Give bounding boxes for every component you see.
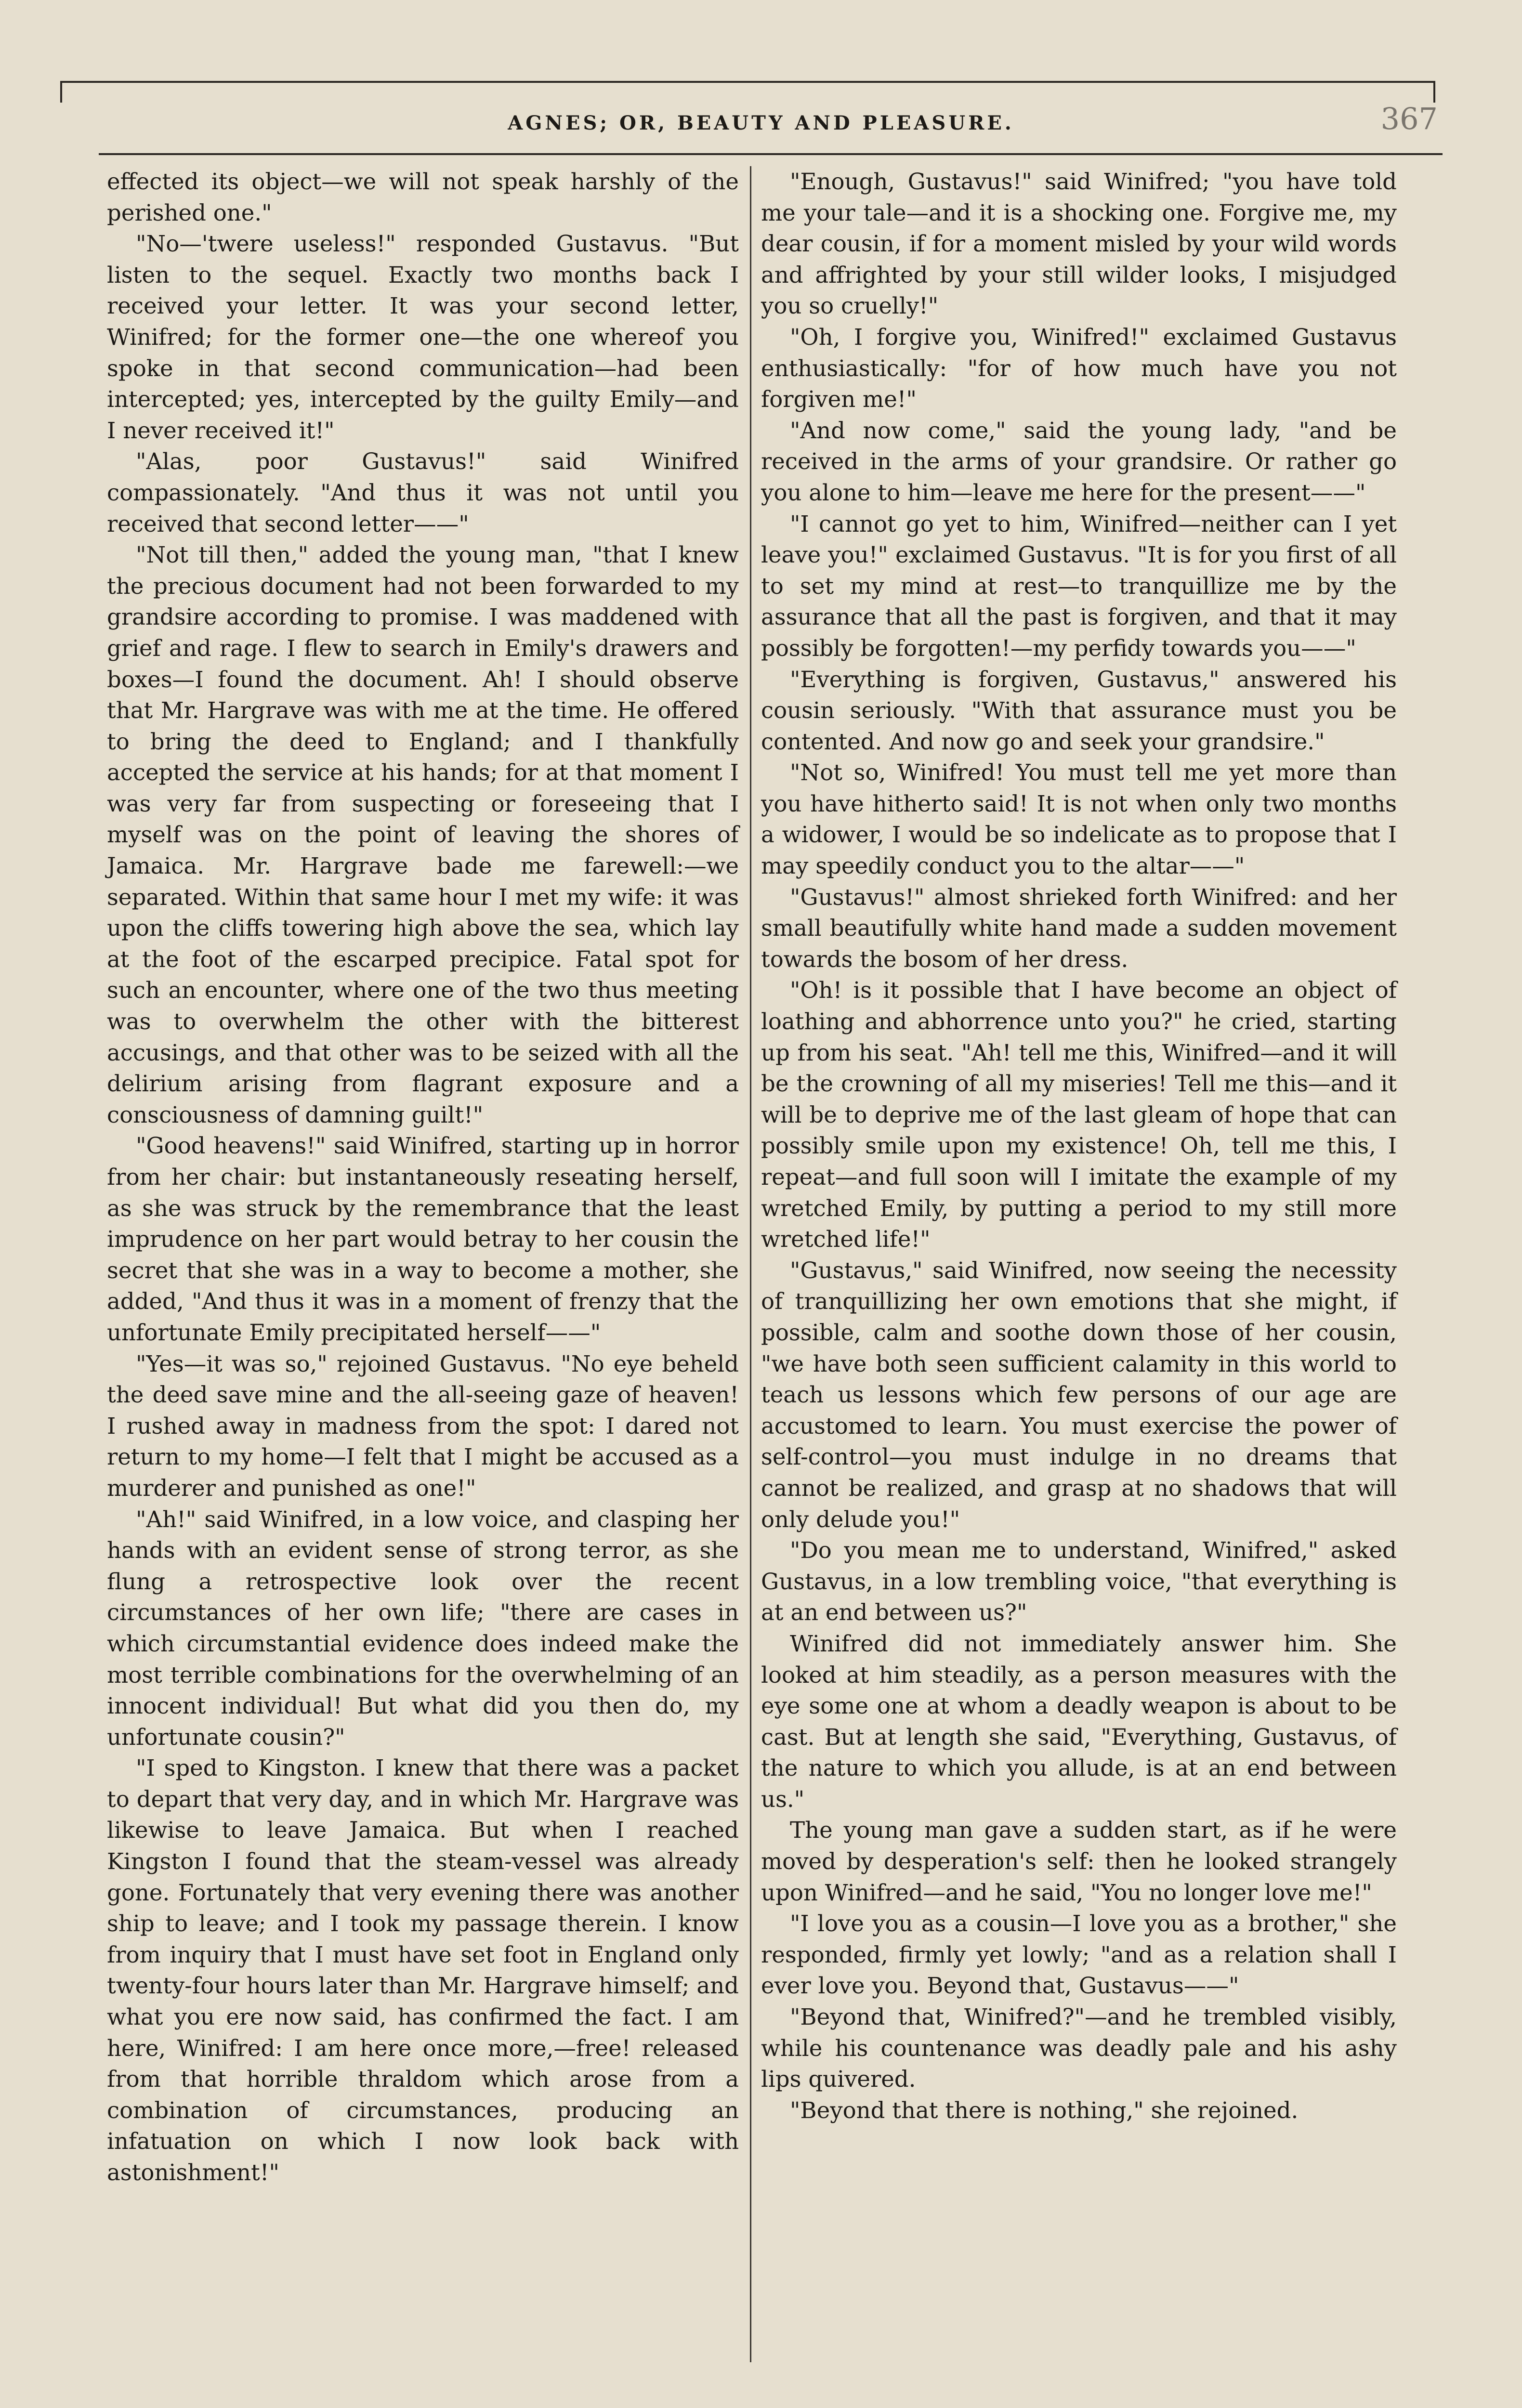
top-rule <box>60 81 1435 83</box>
paragraph: "Enough, Gustavus!" said Winifred; "you have told me your tale—and it is a shocking one. Forgive me, my dear cousin, if for a moment misled by your wild words and affrighted by your still wilder looks, I misjudged you so cruelly!" <box>761 169 1397 319</box>
paragraph: "No—'twere useless!" responded Gustavus. "But listen to the sequel. Exactly two months back I received your letter. It was your second letter, Winifred; for the former one—the one whereof you spoke in that second communication—had been intercepted; yes, intercepted by the guilty Emily—and I never received it!" <box>107 231 739 444</box>
left-column <box>107 166 739 2356</box>
paragraph: "I cannot go yet to him, Winifred—neither can I yet leave you!" exclaimed Gustavus. "It is for you first of all to set my mind at rest—to tranquillize me by the assurance that all the past is forgiven, and that it may possibly be forgotten!—my perfidy towards you——" <box>761 510 1397 661</box>
paragraph: "Do you mean me to understand, Winifred," asked Gustavus, in a low trembling voice, "that everything is at an end between us?" <box>761 1537 1397 1626</box>
paragraph: effected its object—we will not speak harshly of the perished one." <box>107 169 739 226</box>
paragraph: Winifred did not immediately answer him. She looked at him steadily, as a person measures with the eye some one at whom a deadly weapon is about to be cast. But at length she said, "Everything, Gustavus, of the nature to which you allude, is at an end between us." <box>761 1630 1397 1812</box>
paragraph: "Alas, poor Gustavus!" said Winifred compassionately. "And thus it was not until you received that second letter——" <box>107 448 739 537</box>
paragraph: "And now come," said the young lady, "and be received in the arms of your grandsire. Or rather go you alone to him—leave me here for the present——" <box>761 417 1397 506</box>
paragraph: "Gustavus!" almost shrieked forth Winifred: and her small beautifully white hand made a sudden movement towards the bosom of her dress. <box>761 884 1397 972</box>
paragraph: "Everything is forgiven, Gustavus," answered his cousin seriously. "With that assurance must you be contented. And now go and seek your grandsire." <box>761 666 1397 755</box>
right-column <box>761 166 1397 2356</box>
page-number: 367 <box>1380 101 1438 136</box>
paragraph: "I sped to Kingston. I knew that there was a packet to depart that very day, and in which Mr. Hargrave was likewise to leave Jamaica. But when I reached Kingston I found that the steam-vessel was already gone. Fortunately that very evening there was another ship to leave; and I took my passage therein. I know from inquiry that I must have set foot in England only twenty-four hours later than Mr. Hargrave himself; and what you ere now said, has confirmed the fact. I am here, Winifred: I am here once more,—free! released from that horrible thraldom which arose from a combination of circumstances, producing an infatuation on which I now look back with astonishment!" <box>107 1755 739 2186</box>
column-separator <box>750 166 751 2362</box>
paragraph: "Good heavens!" said Winifred, starting up in horror from her chair: but instantaneously reseating herself, as she was struck by the remembrance that the least imprudence on her part would betray to her cousin the secret that she was in a way to become a mother, she added, "And thus it was in a moment of frenzy that the unfortunate Emily precipitated herself——" <box>107 1133 739 1346</box>
paragraph: "Ah!" said Winifred, in a low voice, and clasping her hands with an evident sense of strong terror, as she flung a retrospective look over the recent circumstances of her own life; "there are cases in which circumstantial evidence does indeed make the most terrible combinations for the overwhelming of an innocent individual! But what did you then do, my unfortunate cousin?" <box>107 1506 739 1750</box>
paragraph: "Oh! is it possible that I have become an object of loathing and abhorrence unto you?" he cried, starting up from his seat. "Ah! tell me this, Winifred—and it will be the crowning of all my miseries! Tell me this—and it will be to deprive me of the last gleam of hope that can possibly smile upon my existence! Oh, tell me this, I repeat—and full soon will I imitate the example of my wretched Emily, by putting a period to my still more wretched life!" <box>761 977 1397 1253</box>
paragraph: "Beyond that there is nothing," she rejoined. <box>790 2097 1299 2123</box>
running-header: AGNES; OR, BEAUTY AND PLEASURE. <box>508 112 1014 134</box>
paragraph: The young man gave a sudden start, as if he were moved by desperation's self: then he looked strangely upon Winifred—and he said, "You no longer love me!" <box>761 1817 1397 1906</box>
paragraph: "Yes—it was so," rejoined Gustavus. "No eye beheld the deed save mine and the all-seeing gaze of heaven! I rushed away in madness from the spot: I dared not return to my home—I felt that I might be accused as a murderer and punished as one!" <box>107 1350 739 1501</box>
header-rule <box>99 153 1443 155</box>
top-rule-right-tick <box>1433 81 1435 103</box>
paragraph: "Not so, Winifred! You must tell me yet more than you have hitherto said! It is not when only two months a widower, I would be so indelicate as to propose that I may speedily conduct you to the altar——" <box>761 759 1397 879</box>
paragraph: "Oh, I forgive you, Winifred!" exclaimed Gustavus enthusiastically: "for of how much have you not forgiven me!" <box>761 324 1397 413</box>
paragraph: "Not till then," added the young man, "that I knew the precious document had not been forwarded to my grandsire according to promise. I was maddened with grief and rage. I flew to search in Emily's drawers and boxes—I found the document. Ah! I should observe that Mr. Hargrave was with me at the time. He offered to bring the deed to England; and I thankfully accepted the service at his hands; for at that moment I was very far from suspecting or foreseeing that I myself was on the point of leaving the shores of Jamaica. Mr. Hargrave bade me farewell:—we separated. Within that same hour I met my wife: it was upon the cliffs towering high above the sea, which lay at the foot of the escarped precipice. Fatal spot for such an encounter, where one of the two thus meeting was to overwhelm the other with the bitterest accusings, and that other was to be seized with all the delirium arising from flagrant exposure and a consciousness of damning guilt!" <box>107 542 739 1128</box>
paragraph: "Gustavus," said Winifred, now seeing the necessity of tranquillizing her own emotions that she might, if possible, calm and soothe down those of her cousin, "we have both seen sufficient calamity in this world to teach us lessons which few persons of our age are accustomed to learn. You must exercise the power of self-control—you must indulge in no dreams that cannot be realized, and grasp at no shadows that will only delude you!" <box>761 1257 1397 1532</box>
paragraph: "Beyond that, Winifred?"—and he trembled visibly, while his countenance was deadly pale and his ashy lips quivered. <box>761 2004 1397 2093</box>
top-rule-left-tick <box>60 81 62 103</box>
paragraph: "I love you as a cousin—I love you as a brother," she responded, firmly yet lowly; "and as a relation shall I ever love you. Beyond that, Gustavus——" <box>761 1911 1397 1999</box>
